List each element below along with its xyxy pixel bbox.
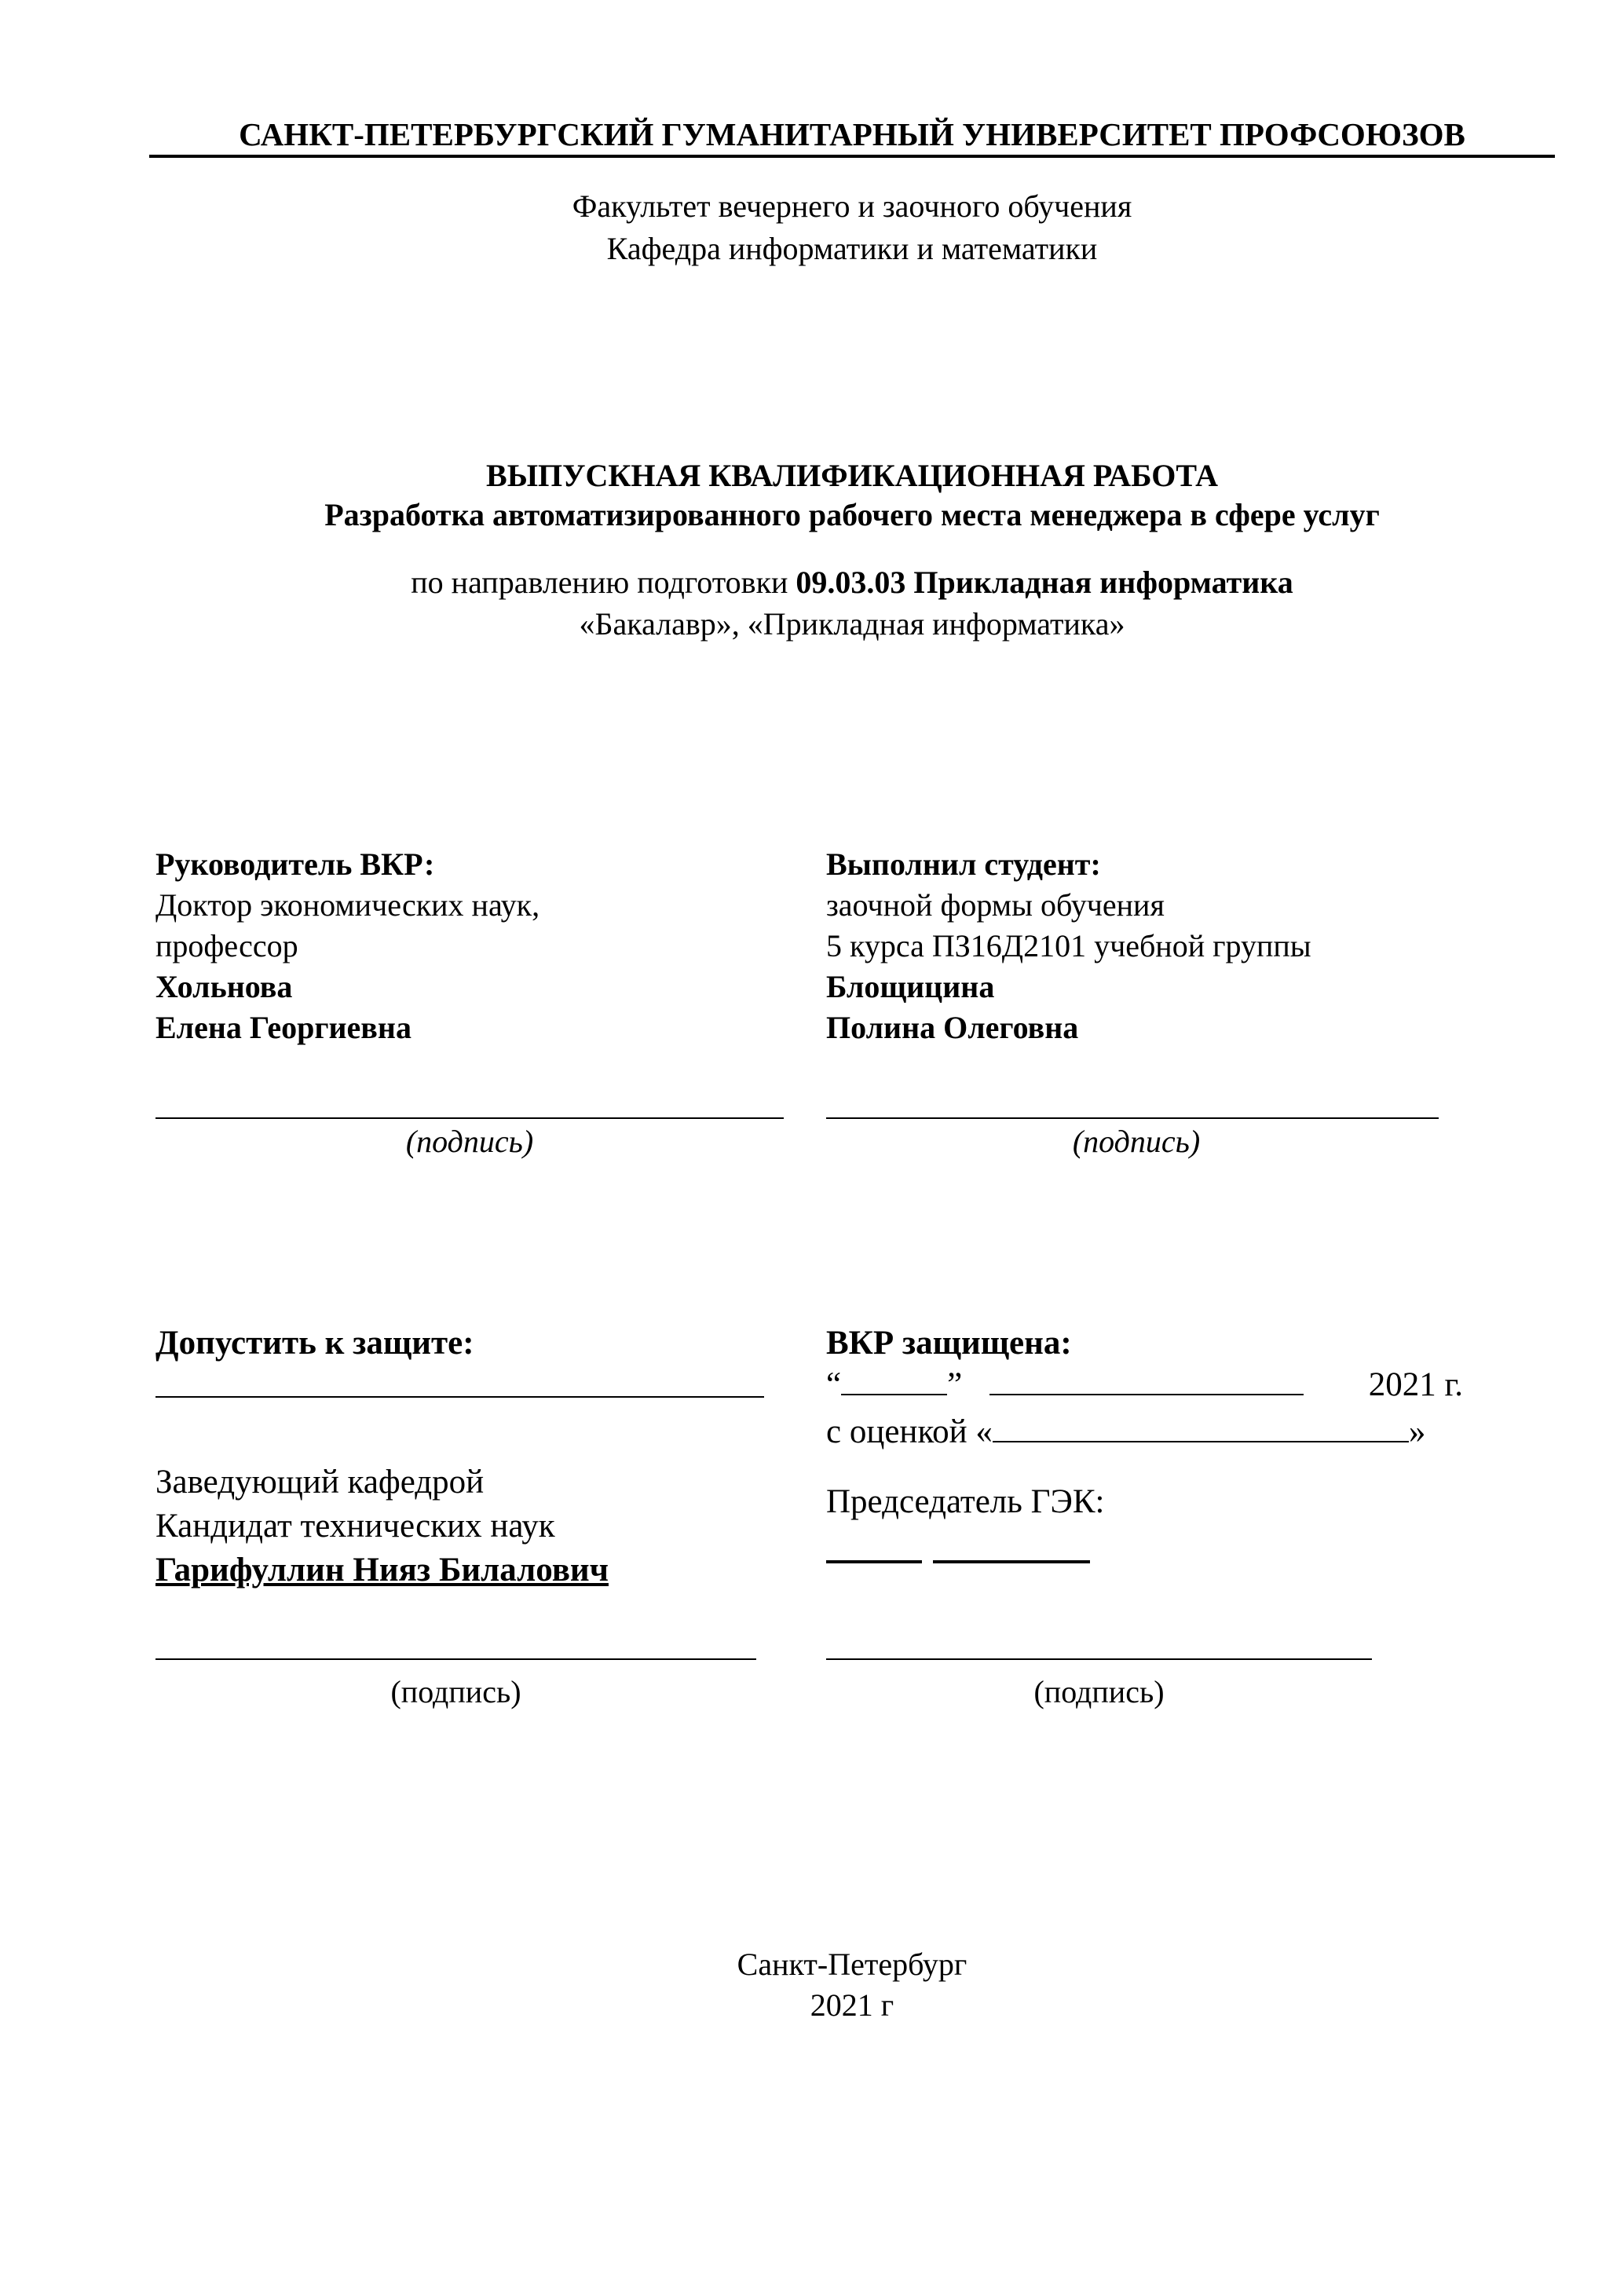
head-degree: Кандидат технических наук — [155, 1508, 555, 1545]
supervisor-title: профессор — [155, 928, 298, 963]
supervisor-degree: Доктор экономических наук, — [155, 887, 540, 923]
work-type: ВЫПУСКНАЯ КВАЛИФИКАЦИОННАЯ РАБОТА — [486, 458, 1218, 493]
degree-line: «Бакалавр», «Прикладная информатика» — [579, 606, 1125, 642]
supervisor-signature-line — [155, 1117, 784, 1119]
grade-blank — [993, 1409, 1409, 1442]
chair-label: Председатель ГЭК: — [826, 1483, 1105, 1520]
supervisor-signature-caption: (подпись) — [405, 1124, 534, 1159]
admission-line — [155, 1396, 764, 1398]
supervisor-heading: Руководитель ВКР: — [155, 846, 435, 882]
chair-signature-line — [826, 1658, 1372, 1660]
supervisor-name: Елена Георгиевна — [155, 1010, 411, 1045]
chair-blank-long — [933, 1560, 1090, 1563]
defense-date-line — [826, 1362, 1533, 1407]
student-group: 5 курса ПЗ16Д2101 учебной группы — [826, 928, 1311, 963]
head-signature-caption: (подпись) — [390, 1674, 521, 1709]
student-heading: Выполнил студент: — [826, 846, 1101, 882]
faculty-block — [149, 185, 1555, 270]
month-blank — [989, 1362, 1304, 1395]
date-close-quote: ” — [947, 1366, 963, 1403]
head-of-department-block — [155, 1461, 799, 1592]
header-rule — [149, 155, 1555, 158]
student-signature-caption: (подпись) — [1072, 1124, 1201, 1159]
work-title: Разработка автоматизированного рабочего места менеджера в сфере услуг — [324, 497, 1380, 532]
year: 2021 г — [810, 1987, 894, 2023]
direction-prefix: по направлению подготовки — [411, 565, 796, 600]
grade-line — [826, 1409, 1533, 1454]
student-block — [826, 844, 1533, 1161]
student-name: Полина Олеговна — [826, 1010, 1079, 1045]
university-name: САНКТ-ПЕТЕРБУРГСКИЙ ГУМАНИТАРНЫЙ УНИВЕРСИТЕТ ПРОФСОЮЗОВ — [239, 116, 1465, 152]
head-name: Гарифуллин Нияз Билалович — [155, 1552, 609, 1589]
grade-suffix: » — [1408, 1413, 1426, 1450]
student-surname: Блощицина — [826, 969, 995, 1004]
defense-year: 2021 г. — [1368, 1366, 1463, 1403]
student-signature-line — [826, 1117, 1439, 1119]
city: Санкт-Петербург — [737, 1947, 967, 1982]
faculty-name: Факультет вечернего и заочного обучения — [572, 188, 1132, 224]
head-signature-line — [155, 1658, 756, 1660]
defense-heading: ВКР защищена: — [826, 1325, 1072, 1362]
direction-code: 09.03.03 Прикладная информатика — [796, 565, 1293, 600]
chair-signature-blanks — [826, 1560, 1101, 1576]
direction-line — [149, 561, 1555, 604]
grade-prefix: с оценкой « — [826, 1413, 993, 1450]
department-name: Кафедра информатики и математики — [606, 231, 1098, 266]
day-blank — [841, 1362, 947, 1395]
supervisor-surname: Хольнова — [155, 969, 293, 1004]
student-form: заочной формы обучения — [826, 887, 1165, 923]
supervisor-block — [155, 844, 784, 1161]
chair-blank-short — [826, 1560, 922, 1563]
head-role: Заведующий кафедрой — [155, 1464, 485, 1501]
admission-heading: Допустить к защите: — [155, 1325, 474, 1362]
chair-signature-caption: (подпись) — [1033, 1674, 1165, 1709]
date-open-quote: “ — [826, 1366, 842, 1403]
